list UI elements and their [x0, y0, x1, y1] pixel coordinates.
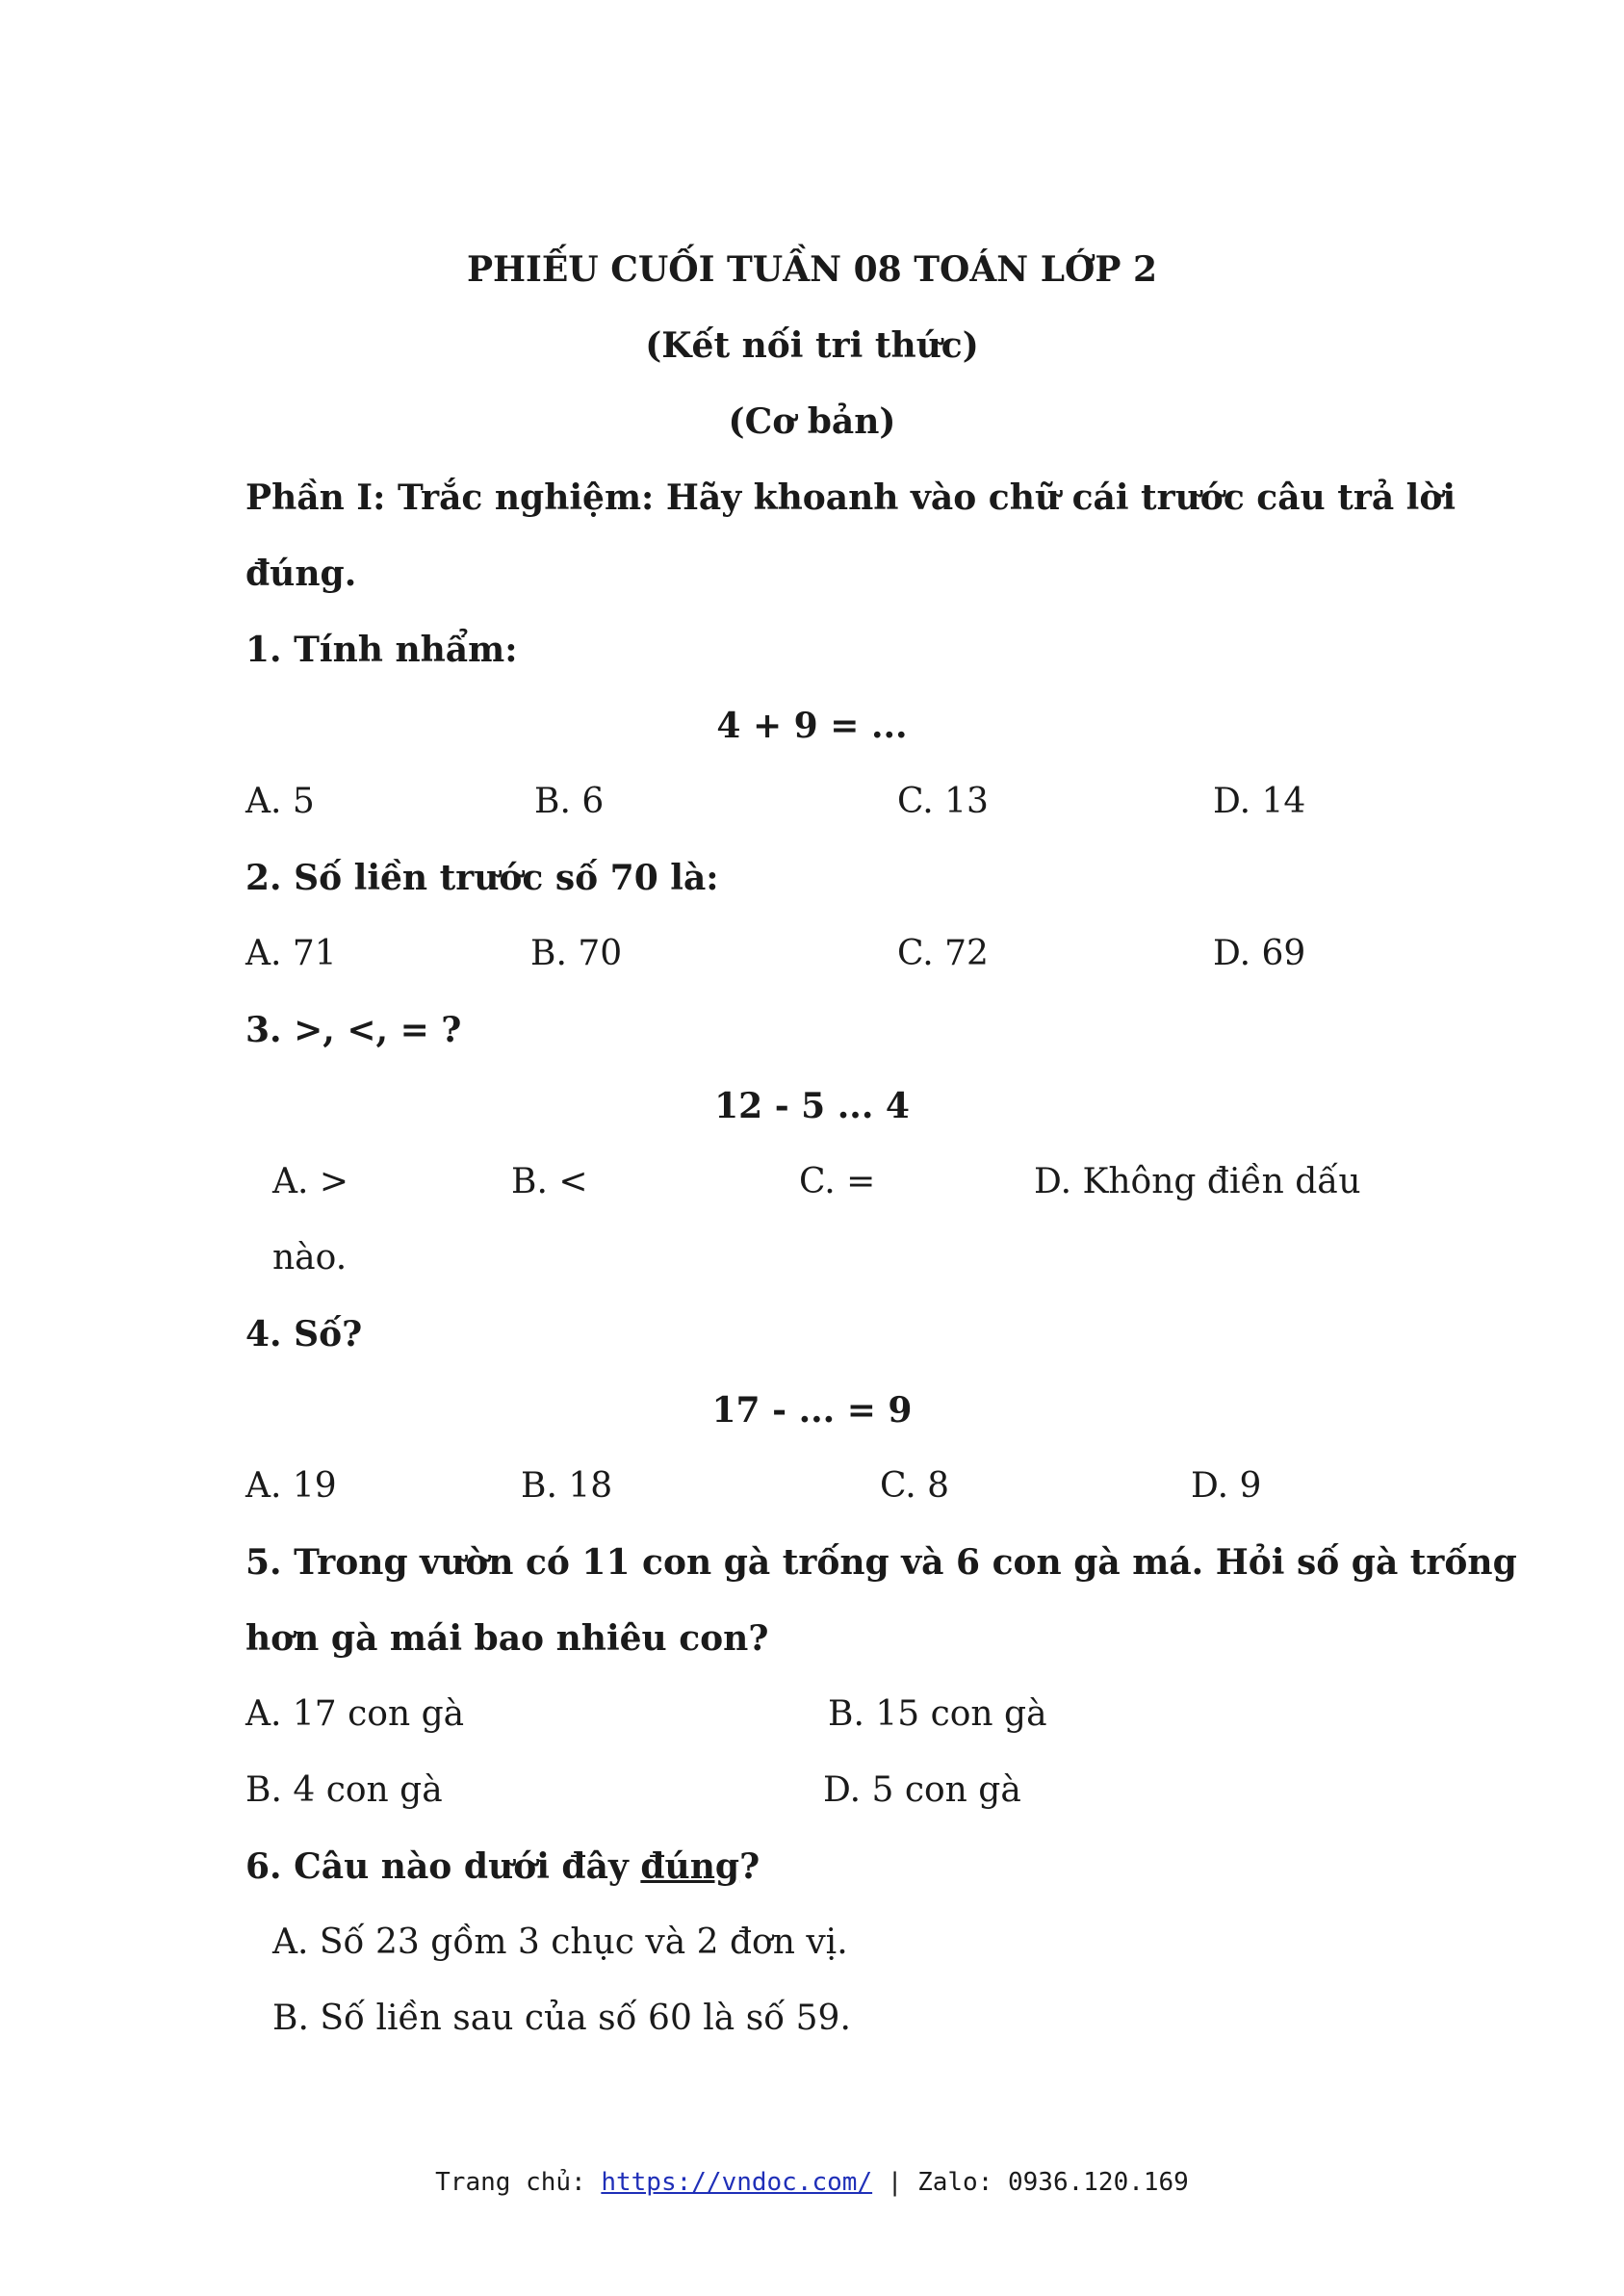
question-2-option-c[interactable]: C. 72 — [897, 934, 989, 973]
question-2-option-d[interactable]: D. 69 — [1213, 934, 1306, 973]
question-3-option-d-continued: nào. — [272, 1238, 348, 1277]
page-footer — [0, 2166, 1624, 2199]
question-3-option-b[interactable]: B. < — [511, 1162, 588, 1201]
question-1-option-a[interactable]: A. 5 — [245, 782, 315, 821]
question-6-label-emphasis: đúng — [640, 1846, 740, 1887]
question-4-option-d[interactable]: D. 9 — [1191, 1466, 1262, 1506]
question-5-label-continued: hơn gà mái bao nhiêu con? — [245, 1618, 769, 1659]
question-2-option-b[interactable]: B. 70 — [530, 934, 623, 973]
question-4-expression: 17 - ... = 9 — [711, 1390, 913, 1431]
part1-heading-continued: đúng. — [245, 554, 357, 594]
question-6-label-prefix: 6. Câu nào dưới đây — [245, 1846, 641, 1887]
question-1-option-b[interactable]: B. 6 — [534, 782, 605, 821]
question-3-expression: 12 - 5 ... 4 — [714, 1086, 910, 1126]
question-1-expression: 4 + 9 = ... — [716, 706, 908, 746]
question-4-option-a[interactable]: A. 19 — [245, 1466, 337, 1506]
question-6-label-suffix: ? — [739, 1846, 760, 1887]
question-3-option-c[interactable]: C. = — [799, 1162, 876, 1201]
question-5-label: 5. Trong vườn có 11 con gà trống và 6 con gà má. Hỏi số gà trống — [245, 1542, 1517, 1583]
footer-home-link[interactable]: https://vndoc.com/ — [601, 2168, 873, 2197]
question-2-label: 2. Số liền trước số 70 là: — [245, 858, 719, 898]
footer-zalo: Zalo: 0936.120.169 — [917, 2168, 1189, 2197]
question-1-option-c[interactable]: C. 13 — [897, 782, 989, 821]
question-5-option-d[interactable]: D. 5 con gà — [823, 1770, 1021, 1810]
question-5-option-c[interactable]: B. 4 con gà — [245, 1770, 443, 1810]
question-3-option-d[interactable]: D. Không điền dấu — [1034, 1162, 1361, 1201]
part1-heading: Phần I: Trắc nghiệm: Hãy khoanh vào chữ cái trước câu trả lời — [245, 477, 1456, 518]
question-4-option-b[interactable]: B. 18 — [521, 1466, 613, 1506]
question-5-option-a[interactable]: A. 17 con gà — [245, 1694, 465, 1734]
question-4-label: 4. Số? — [245, 1314, 363, 1354]
question-2-option-a[interactable]: A. 71 — [245, 934, 337, 973]
footer-home-label: Trang chủ: — [435, 2168, 602, 2197]
question-5-option-b[interactable]: B. 15 con gà — [828, 1694, 1047, 1734]
question-6-option-a[interactable]: A. Số 23 gồm 3 chục và 2 đơn vị. — [272, 1922, 848, 1962]
question-3-option-a[interactable]: A. > — [272, 1162, 349, 1201]
question-6-label — [245, 1845, 760, 1888]
worksheet-level: (Cơ bản) — [728, 401, 896, 442]
question-1-label: 1. Tính nhẩm: — [245, 630, 518, 670]
worksheet-title: PHIẾU CUỐI TUẦN 08 TOÁN LỚP 2 — [466, 249, 1158, 290]
question-1-option-d[interactable]: D. 14 — [1213, 782, 1306, 821]
question-4-option-c[interactable]: C. 8 — [880, 1466, 950, 1506]
question-3-label: 3. >, <, = ? — [245, 1010, 462, 1050]
footer-separator: | — [872, 2168, 918, 2197]
worksheet-subtitle: (Kết nối tri thức) — [645, 325, 979, 366]
question-6-option-b[interactable]: B. Số liền sau của số 60 là số 59. — [272, 1999, 851, 2038]
